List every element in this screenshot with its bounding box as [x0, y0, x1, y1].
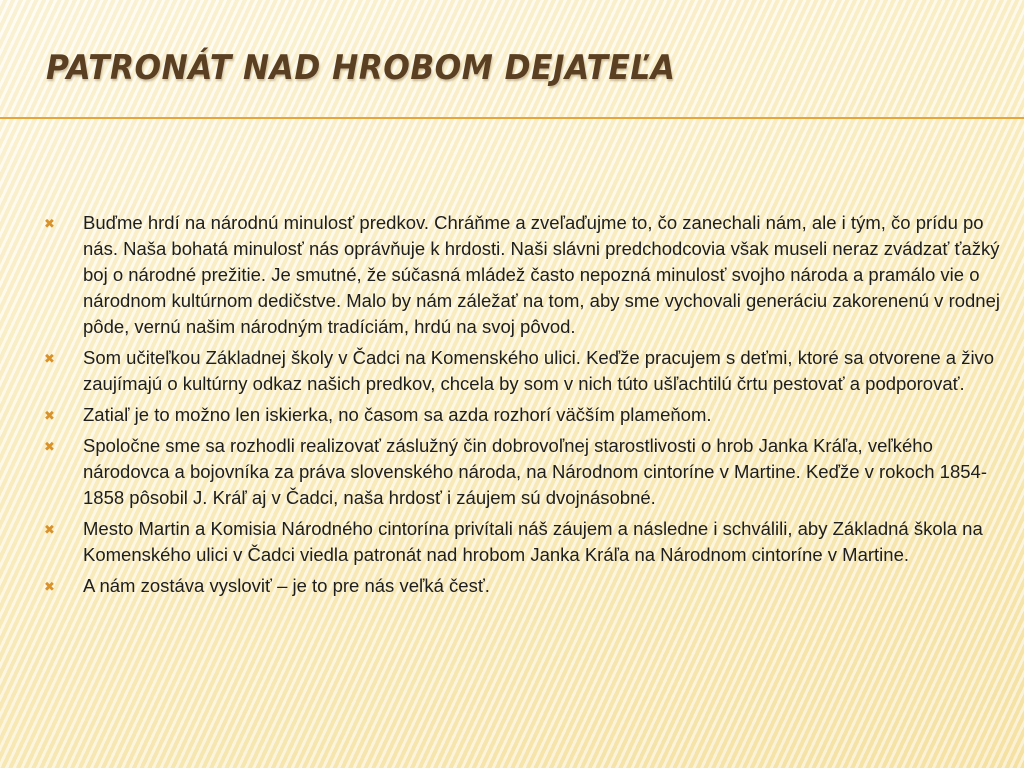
bullet-list [40, 210, 1000, 604]
x-cross-icon: ✖ [44, 579, 55, 594]
bullet-text: Mesto Martin a Komisia Národného cintorína privítali náš záujem a následne i schválili, aby Základná škola na Komenského ulici v Čadci viedla patronát nad hrobom Janka Kráľa na Národnom cintoríne v Martine. [83, 518, 983, 565]
title-divider [0, 117, 1024, 119]
bullet-text: Spoločne sme sa rozhodli realizovať záslužný čin dobrovoľnej starostlivosti o hrob Janka Kráľa, veľkého národovca a bojovníka za práva slovenského národa, na Národnom cintoríne v Martine. Keďže v rokoch 1854-1858 pôsobil J. Kráľ aj v Čadci, naša hrdosť i záujem sú dvojnásobné. [83, 435, 987, 508]
list-item [40, 573, 1000, 599]
bullet-text: Buďme hrdí na národnú minulosť predkov. Chráňme a zveľaďujme to, čo zanechali nám, ale i tým, čo prídu po nás. Naša bohatá minulosť nás oprávňuje k hrdosti. Naši slávni predchodcovia však museli neraz zvádzať ťažký boj o národné prežitie. Je smutné, že súčasná mládež často nepozná minulosť svojho národa a pramálo vie o národnom kultúrnom dedičstve. Malo by nám záležať na tom, aby sme vychovali generáciu zakorenenú v rodnej pôde, vernú našim národným tradíciám, hrdú na svoj pôvod. [83, 212, 1000, 337]
bullet-text: Som učiteľkou Základnej školy v Čadci na Komenského ulici. Keďže pracujem s deťmi, ktoré sa otvorene a živo zaujímajú o kultúrny odkaz našich predkov, chcela by som v nich túto ušľachtilú črtu pestovať a podporovať. [83, 347, 995, 394]
slide-title: PATRONÁT NAD HROBOM DEJATEĽA [46, 48, 676, 88]
x-cross-icon: ✖ [44, 216, 55, 231]
list-item [40, 402, 1000, 428]
list-item [40, 210, 1000, 340]
x-cross-icon: ✖ [44, 408, 55, 423]
list-item [40, 433, 1000, 511]
x-cross-icon: ✖ [44, 439, 55, 454]
list-item [40, 345, 1000, 397]
bullet-text: A nám zostáva vysloviť – je to pre nás veľká česť. [83, 575, 490, 596]
x-cross-icon: ✖ [44, 522, 55, 537]
x-cross-icon: ✖ [44, 351, 55, 366]
bullet-text: Zatiaľ je to možno len iskierka, no časom sa azda rozhorí väčším plameňom. [83, 404, 712, 425]
list-item [40, 516, 1000, 568]
